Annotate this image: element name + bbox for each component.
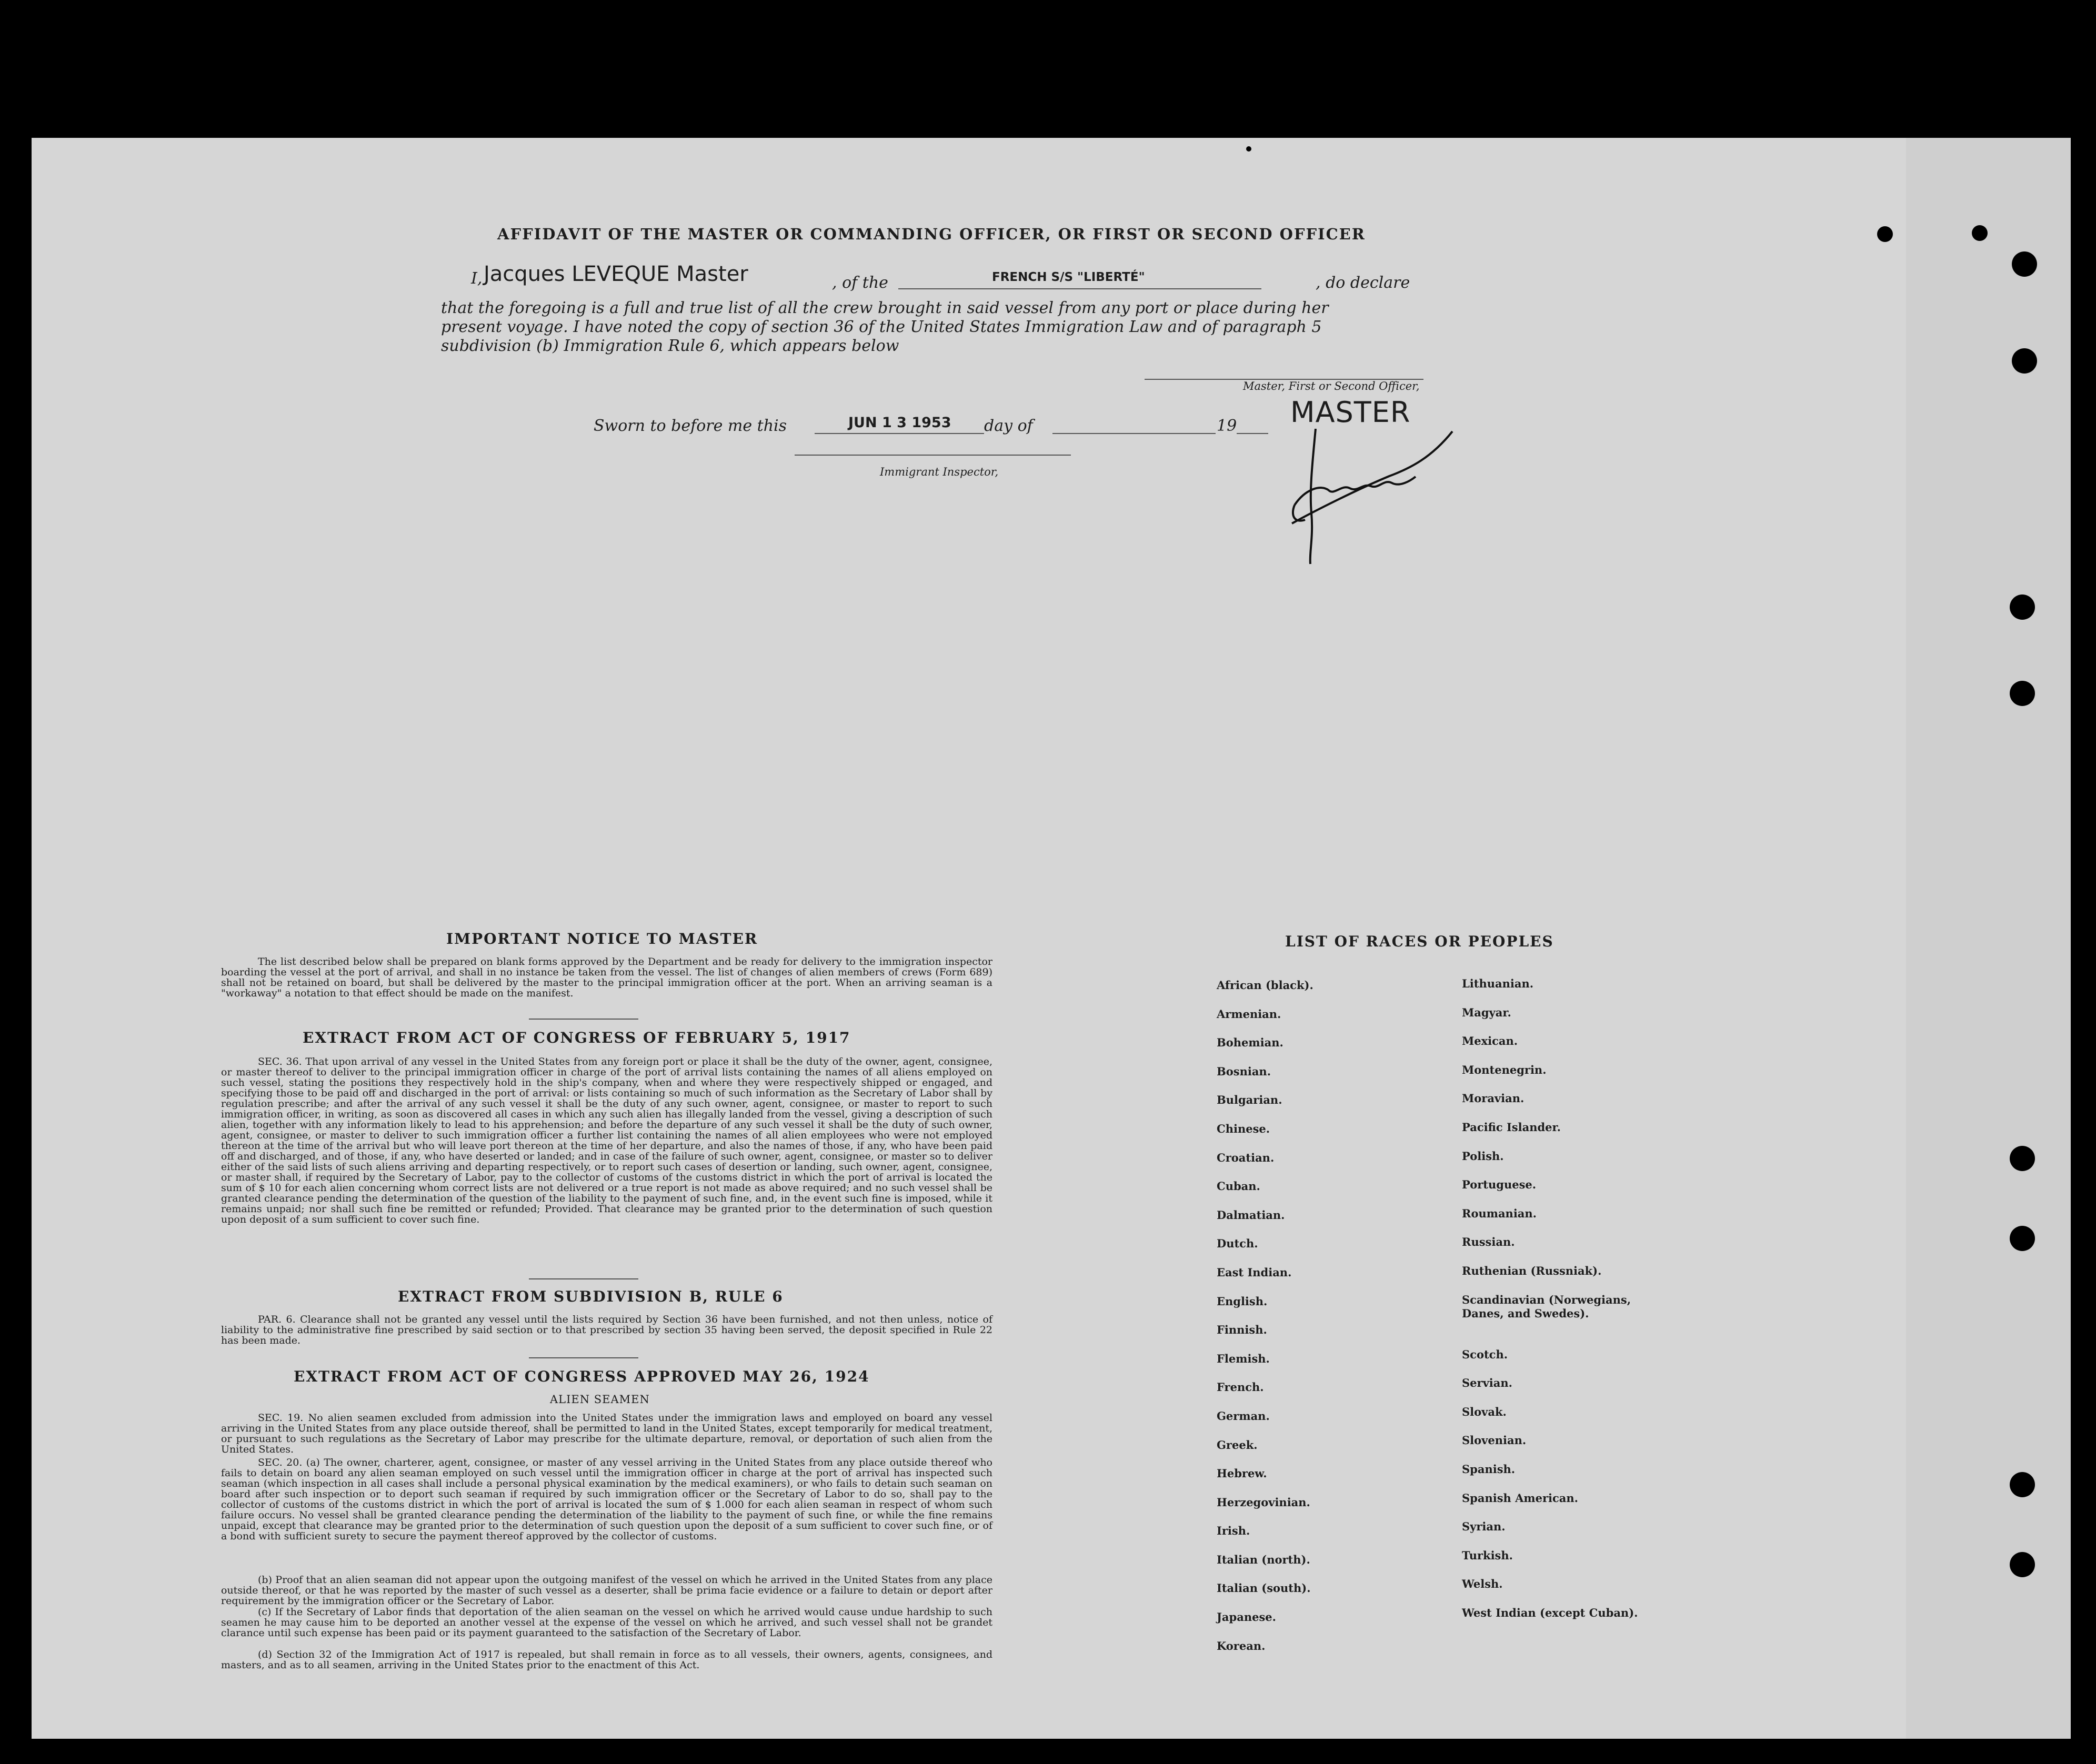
sec-19-text: SEC. 19. No alien seamen excluded from admission into the United States under the immigration laws and employed on board any vessel arriving in the United States from any place outside thereof, shall be permitted to land in the United States, except temporarily for medical treatment, or pursuant to such regulations as the Secretary of Labor may prescribe for the ultimate departure, removal, or deportation of such alien from the United States. bbox=[221, 1412, 992, 1455]
affidavit-line-4: subdivision (b) Immigration Rule 6, which appears below bbox=[441, 337, 899, 355]
rule6-divider bbox=[529, 1357, 638, 1358]
list-item: Armenian. bbox=[1217, 1007, 1281, 1021]
vessel-underline bbox=[898, 288, 1261, 289]
officer-caption: Master, First or Second Officer, bbox=[1243, 380, 1420, 392]
list-item: Bohemian. bbox=[1217, 1036, 1283, 1050]
list-item: Slovenian. bbox=[1462, 1434, 1527, 1447]
list-item: Finnish. bbox=[1217, 1323, 1267, 1337]
extract-1924-heading: EXTRACT FROM ACT OF CONGRESS APPROVED MAY 26, 1924 bbox=[294, 1368, 870, 1385]
list-item: Scandinavian (Norwegians, Danes, and Swedes). bbox=[1462, 1293, 1631, 1320]
list-item: Bulgarian. bbox=[1217, 1093, 1282, 1107]
day-of-text: day of bbox=[984, 417, 1033, 435]
sec-20c-text: (c) If the Secretary of Labor finds that deportation of the alien seaman on the vessel on which he arrived would cause undue hardship to such seamen he may cause him to be deported an another vessel at the expense of the vessel on which he arrived, and such vessel shall not be grandet clarance until such expense has been paid or its payment guaranteed to the satisfaction of the Secretary of Labor. bbox=[221, 1606, 992, 1639]
master-name: Jacques LEVEQUE Master bbox=[484, 262, 748, 286]
inspector-signature-line bbox=[795, 455, 1071, 456]
ink-speck bbox=[1246, 146, 1251, 152]
list-item: Pacific Islander. bbox=[1462, 1120, 1561, 1134]
date-stamp: JUN 1 3 1953 bbox=[848, 415, 951, 431]
list-item: Irish. bbox=[1217, 1524, 1250, 1538]
sec-20b-text: (b) Proof that an alien seaman did not appear upon the outgoing manifest of the vessel on which he arrived in the United States from any place outside thereof, or that he was reported by the master of such vessel as a deserter, shall be prima facie evidence or a failure to detain or deport after requirement by the immigration officer or the Secretary of Labor. bbox=[221, 1574, 992, 1607]
affidavit-line-3: present voyage. I have noted the copy of section 36 of the United States Immigration Law and of paragraph 5 bbox=[441, 318, 1322, 336]
extract-1917-heading: EXTRACT FROM ACT OF CONGRESS OF FEBRUARY 5, 1917 bbox=[303, 1029, 851, 1046]
punch-hole bbox=[2012, 348, 2037, 374]
list-item: Chinese. bbox=[1217, 1122, 1270, 1135]
list-item: Herzegovinian. bbox=[1217, 1495, 1310, 1509]
notice-heading: IMPORTANT NOTICE TO MASTER bbox=[446, 930, 758, 947]
list-item: German. bbox=[1217, 1409, 1270, 1423]
list-item: Ruthenian (Russniak). bbox=[1462, 1264, 1602, 1277]
list-item: Italian (north). bbox=[1217, 1553, 1310, 1566]
punch-hole bbox=[2010, 1552, 2035, 1577]
alien-seamen-subheading: ALIEN SEAMEN bbox=[550, 1393, 650, 1406]
notice-text: The list described below shall be prepared on blank forms approved by the Department and be ready for delivery to the immigration inspector boarding the vessel at the port of arrival, and shall in no instance be taken from the vessel. The list of changes of alien members of crews (Form 689) shall not be retained on board, but shall be delivered by the master to the principal immigration officer at the port. When an arriving seaman is a "workaway" a notation to that effect should be made on the manifest. bbox=[221, 956, 992, 999]
races-list-right bbox=[1462, 977, 1662, 1635]
list-item: Turkish. bbox=[1462, 1548, 1513, 1562]
punch-hole bbox=[2010, 1146, 2035, 1171]
list-item: Flemish. bbox=[1217, 1352, 1270, 1365]
races-list-left bbox=[1217, 979, 1313, 1668]
list-item: Italian (south). bbox=[1217, 1581, 1311, 1595]
list-item: Montenegrin. bbox=[1462, 1063, 1547, 1076]
affidavit-heading: AFFIDAVIT OF THE MASTER OR COMMANDING OFFICER, OR FIRST OR SECOND OFFICER bbox=[497, 225, 1366, 243]
sworn-text: Sworn to before me this bbox=[594, 417, 787, 435]
list-item: Polish. bbox=[1462, 1149, 1504, 1163]
punch-hole bbox=[2010, 1226, 2035, 1251]
of-the-text: , of the bbox=[832, 274, 888, 292]
inspector-caption: Immigrant Inspector, bbox=[880, 466, 999, 478]
extract-1917-divider bbox=[529, 1278, 638, 1279]
ink-speck bbox=[1972, 225, 1988, 241]
list-item: Dutch. bbox=[1217, 1237, 1258, 1251]
list-item: Dalmatian. bbox=[1217, 1208, 1285, 1222]
list-item: Korean. bbox=[1217, 1639, 1266, 1652]
sheet-shaded-edge bbox=[1906, 138, 2071, 1739]
list-item: Greek. bbox=[1217, 1438, 1258, 1451]
vessel-name: FRENCH S/S "LIBERTÉ" bbox=[992, 270, 1145, 284]
list-item: Cuban. bbox=[1217, 1180, 1260, 1193]
year-line bbox=[1237, 433, 1268, 434]
list-item: Spanish American. bbox=[1462, 1491, 1578, 1505]
list-item: Servian. bbox=[1462, 1376, 1512, 1390]
list-item: Spanish. bbox=[1462, 1462, 1516, 1476]
affidavit-line-1 bbox=[471, 262, 1429, 292]
punch-hole bbox=[2010, 681, 2035, 706]
list-item: Russian. bbox=[1462, 1235, 1515, 1249]
list-item: African (black). bbox=[1217, 979, 1313, 992]
sec-20d-text: (d) Section 32 of the Immigration Act of 1917 is repealed, but shall remain in force as to all vessels, their owners, agents, consignees, and masters, and as to all seamen, arriving in the United States prior to the enactment of this Act. bbox=[221, 1649, 992, 1671]
affidavit-line-2: that the foregoing is a full and true list of all the crew brought in said vessel from any port or place during her bbox=[441, 299, 1329, 317]
ink-speck bbox=[1877, 226, 1893, 242]
list-item: Syrian. bbox=[1462, 1520, 1506, 1534]
list-item: Scotch. bbox=[1462, 1347, 1508, 1361]
list-item: English. bbox=[1217, 1294, 1268, 1308]
pronoun-i: I, bbox=[471, 269, 483, 288]
list-item: Magyar. bbox=[1462, 1005, 1511, 1019]
list-item: Mexican. bbox=[1462, 1034, 1518, 1048]
year-prefix: 19 bbox=[1217, 417, 1237, 435]
sworn-date-line bbox=[815, 433, 984, 434]
rule6-heading: EXTRACT FROM SUBDIVISION B, RULE 6 bbox=[398, 1288, 784, 1305]
extract-1917-text: SEC. 36. That upon arrival of any vessel in the United States from any foreign port or place it shall be the duty of the owner, agent, consignee, or master thereof to deliver to the principal immigration officer in charge of the port of arrival lists containing the names of all aliens employed on such vessel, stating the positions they respectively hold in the ship's company, when and where they were respectively shipped or engaged, and specifying those to be paid off and discharged in the port of arrival: or lists containing so much of such information as the Secretary of Labor shall by regulation prescribe; and after the arrival of any such vessel it shall be the duty of any such owner, agent, consignee, or master to report to such immigration officer, in writing, as soon as discovered all cases in which any such alien has illegally landed from the vessel, giving a description of such alien, together with any information likely to lead to his apprehension; and before the departure of any such vessel it shall be the duty of such owner, agent, consignee, or master to deliver to such immigration officer a further list containing the names of all alien employees who were not employed thereon at the time of the arrival but who will leave port thereon at the time of her departure, and also the names of those, if any, who have been paid off and discharged, and of those, if any, who have deserted or landed; and in case of the failure of such owner, agent, consignee, or master so to deliver either of the said lists of such aliens arriving and departing respectively, or to report such cases of desertion or landing, such owner, agent, consignee, or master shall, if required by the Secretary of Labor, pay to the collector of customs of the customs district in which the port of arrival is located the sum of $ 10 for each alien concerning whom correct lists are not delivered or a true report is not made as above required; and no such vessel shall be granted clearance pending the determination of the question of the liability to the payment of such fine, and, in the event such fine is imposed, while it remains unpaid; nor shall such fine be remitted or refunded; Provided. That clearance may be granted prior to the determination of such question upon deposit of a sum sufficient to cover such fine. bbox=[221, 1056, 992, 1225]
punch-hole bbox=[2010, 1472, 2035, 1497]
list-item: Moravian. bbox=[1462, 1092, 1525, 1105]
list-item: Japanese. bbox=[1217, 1610, 1276, 1624]
list-item: Portuguese. bbox=[1462, 1178, 1537, 1192]
list-item: Slovak. bbox=[1462, 1405, 1507, 1418]
list-item: Roumanian. bbox=[1462, 1206, 1537, 1220]
list-item: French. bbox=[1217, 1380, 1264, 1394]
list-item: Lithuanian. bbox=[1462, 977, 1534, 990]
list-item: West Indian (except Cuban). bbox=[1462, 1606, 1638, 1619]
rule6-text: PAR. 6. Clearance shall not be granted any vessel until the lists required by Section 36 have been furnished, and not then unless, notice of liability to the administrative fine prescribed by said section or to that prescribed by section 35 having been served, the deposit specified in Rule 22 has been made. bbox=[221, 1314, 992, 1346]
list-item: Welsh. bbox=[1462, 1577, 1503, 1591]
punch-hole bbox=[2010, 594, 2035, 620]
list-item: East Indian. bbox=[1217, 1265, 1292, 1279]
punch-hole bbox=[2012, 251, 2037, 277]
list-item: Bosnian. bbox=[1217, 1064, 1271, 1078]
master-stamp: MASTER bbox=[1290, 396, 1411, 429]
races-heading: LIST OF RACES OR PEOPLES bbox=[1285, 933, 1554, 950]
handwritten-signature bbox=[1284, 426, 1458, 568]
list-item: Croatian. bbox=[1217, 1151, 1275, 1164]
notice-divider bbox=[529, 1019, 638, 1020]
sec-20a-text: SEC. 20. (a) The owner, charterer, agent, consignee, or master of any vessel arriving in the United States from any place outside thereof who fails to detain on board any alien seaman employed on such vessel until the immigration officer in charge at the port of arrival has inspected such seaman (which inspection in all cases shall include a personal physical examination by the medical examiners), or who fails to detain such seaman on board after such inspection or to deport such seaman if required by such immigration officer or the Secretary of Labor to do so, shall pay to the collector of customs of the customs district in which the port of arrival is located the sum of $ 1.000 for each alien seaman in respect of whom such failure occurs. No vessel shall be granted clearance pending the determination of the liability to the payment of such fine, or while the fine remains unpaid, except that clearance may be granted prior to the determination of such question upon the deposit of a sum sufficient to cover such fine, or of a bond with sufficient surety to secure the payment thereof approved by the collector of customs. bbox=[221, 1457, 992, 1542]
do-declare-text: , do declare bbox=[1316, 274, 1410, 292]
month-line bbox=[1052, 433, 1216, 434]
list-item: Hebrew. bbox=[1217, 1467, 1267, 1480]
